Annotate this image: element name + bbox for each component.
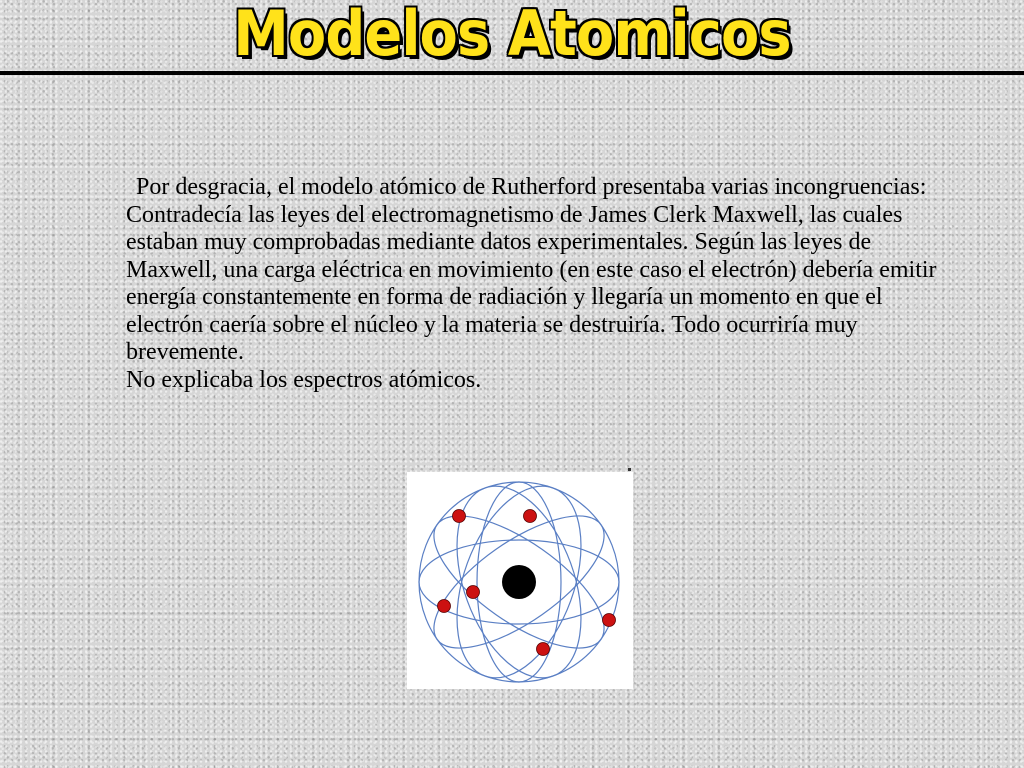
atom-diagram [407, 472, 633, 689]
electron [453, 510, 466, 523]
atom-illustration [407, 472, 633, 689]
electron [467, 586, 480, 599]
title-divider [0, 71, 1024, 75]
electron [537, 643, 550, 656]
slide-body [126, 174, 946, 394]
slide-title: Modelos Atomicos [233, 0, 791, 70]
stray-mark [628, 468, 631, 471]
electron [524, 510, 537, 523]
paragraph-spectra: No explicaba los espectros atómicos. [126, 366, 482, 393]
paragraph-intro: Por desgracia, el modelo atómico de Rutherford presentaba varias incongruencias: [136, 174, 927, 200]
electron [438, 600, 451, 613]
paragraph-maxwell: Contradecía las leyes del electromagnetismo de James Clerk Maxwell, las cuales estaban muy comprobadas mediante datos experimentales. Según las leyes de Maxwell, una carga eléctrica en movimiento (en este caso el electrón) debería emitir energía constantemente en forma de radiación y llegaría un momento en que el electrón caería sobre el núcleo y la materia se destruiría. Todo ocurriría muy brevemente. [126, 201, 937, 365]
electron [603, 614, 616, 627]
nucleus [502, 565, 536, 599]
